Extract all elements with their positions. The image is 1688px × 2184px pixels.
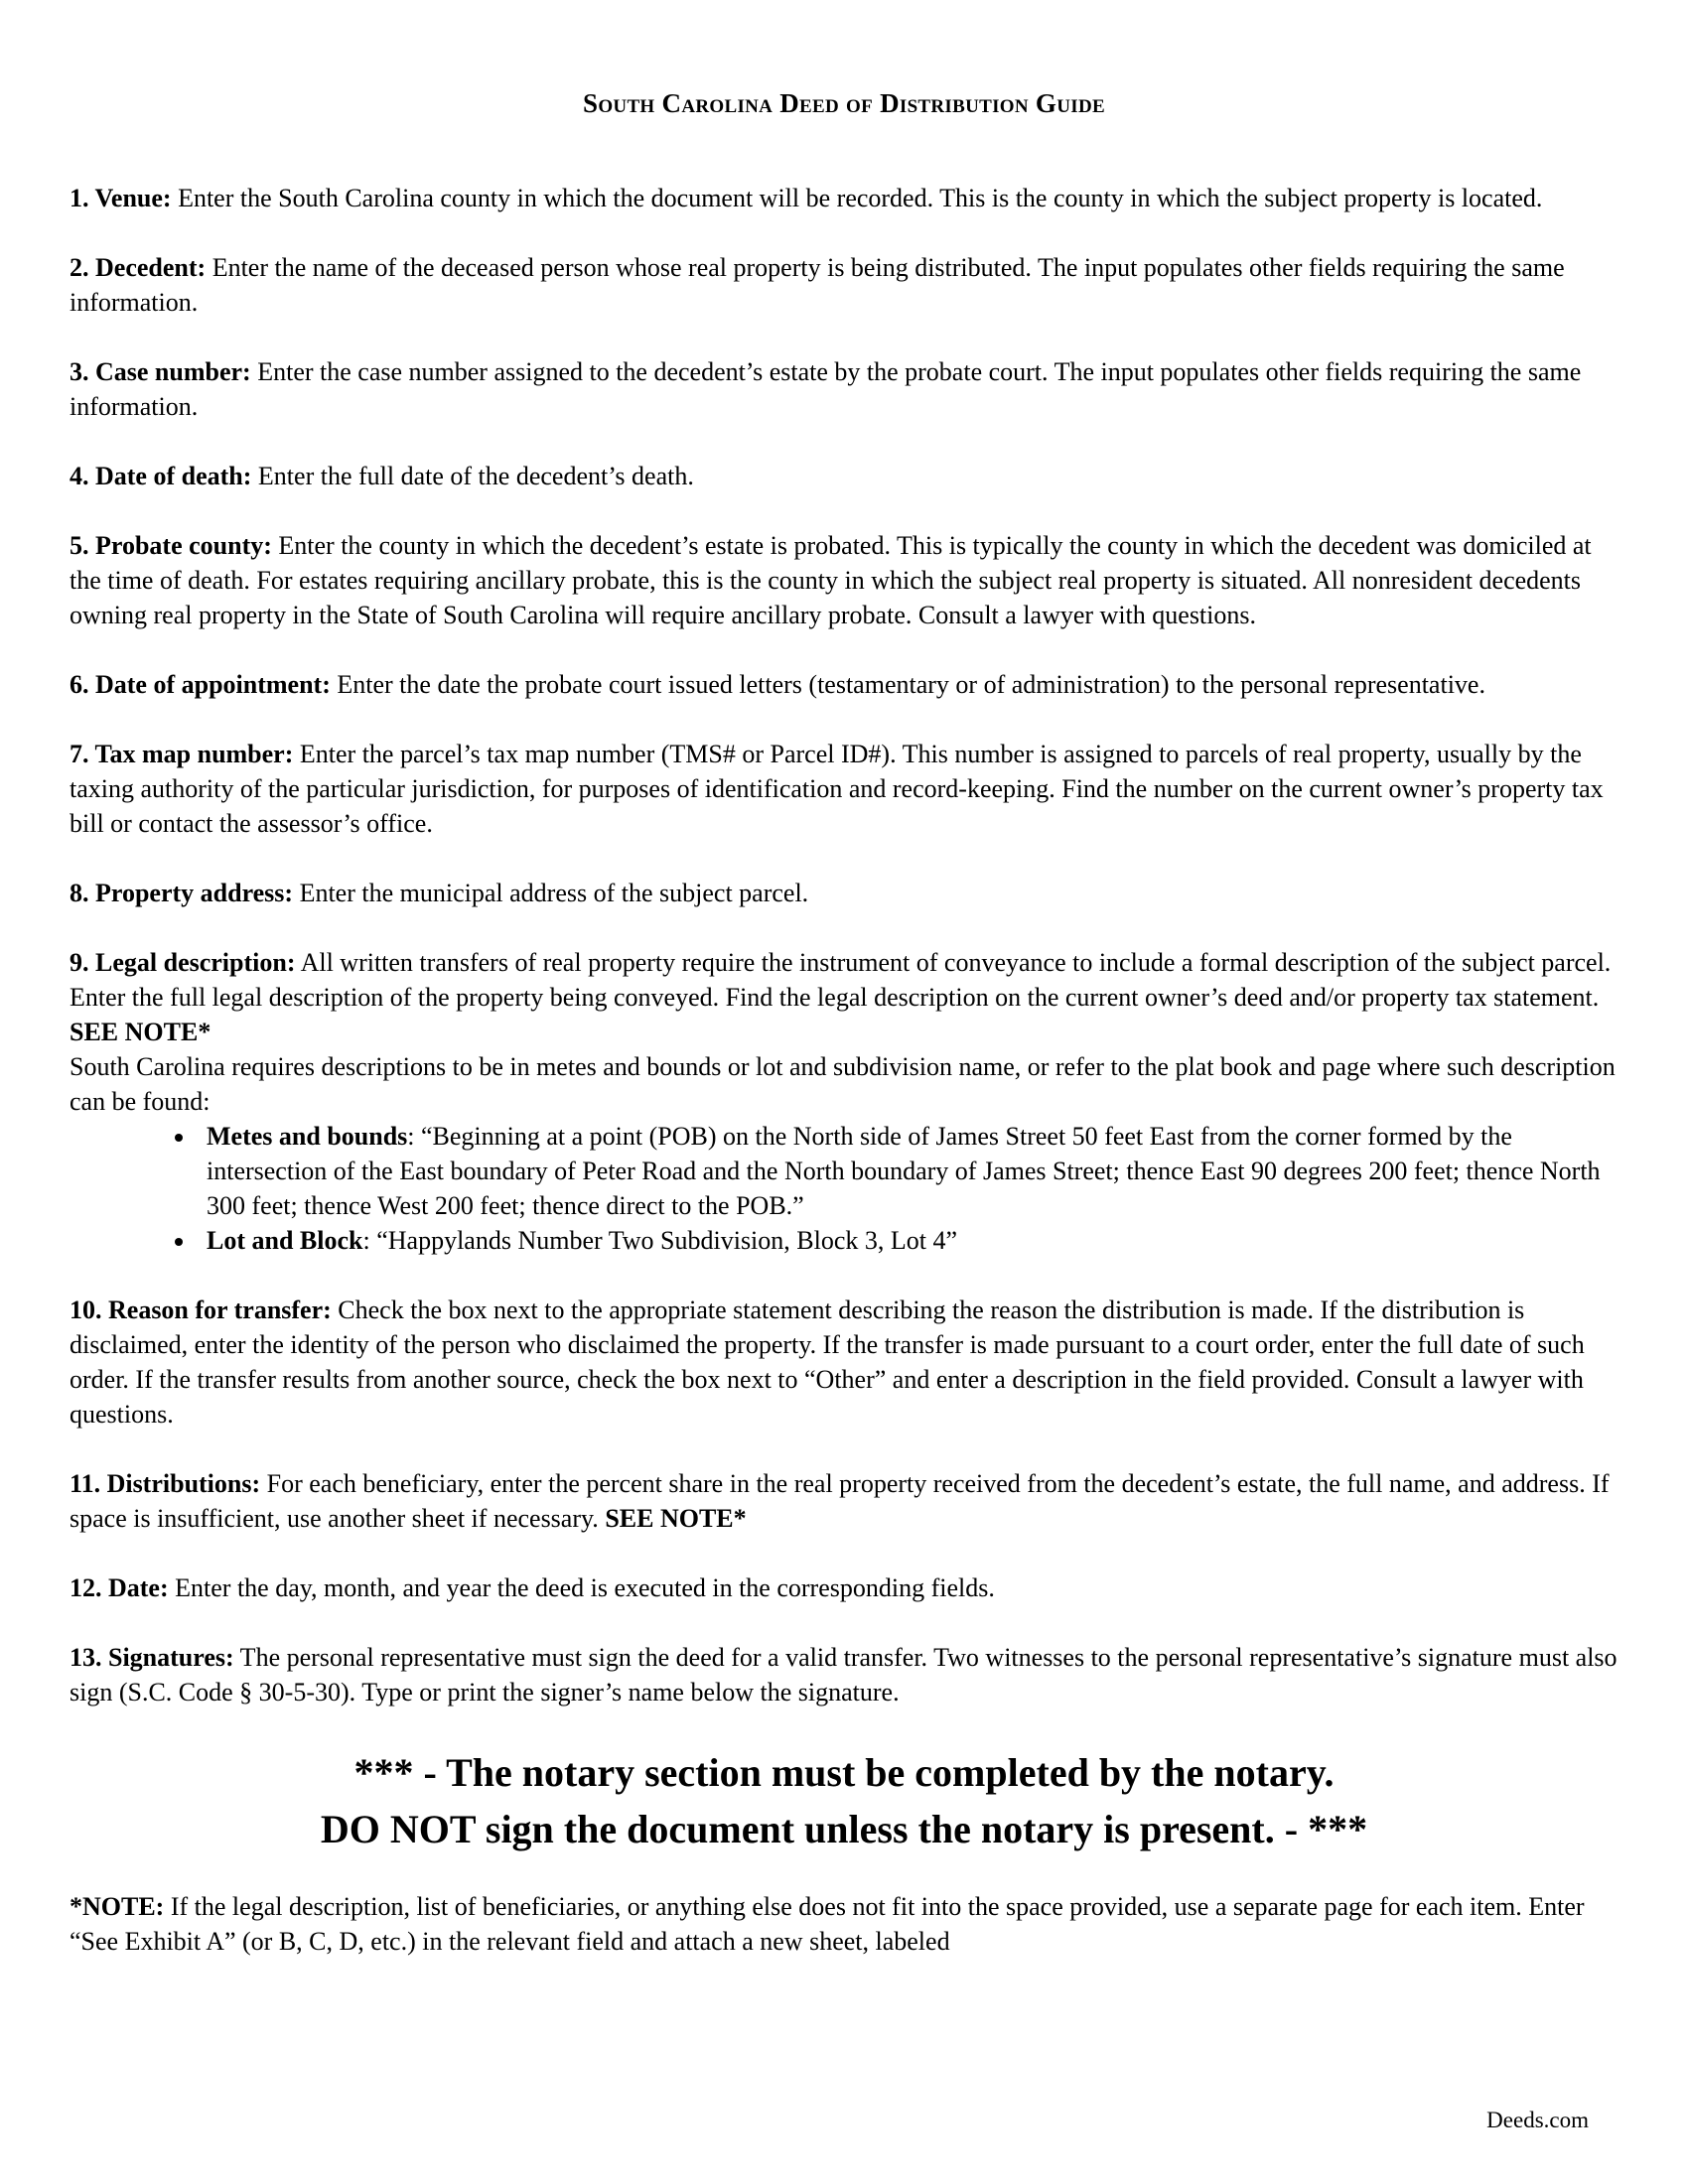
guide-item-probate-county [70, 528, 1618, 632]
item-label: 10. Reason for transfer: [70, 1296, 332, 1324]
item-label: 13. Signatures: [70, 1643, 234, 1672]
page-title: South Carolina Deed of Distribution Guide [583, 88, 1105, 118]
item-label: 4. Date of death: [70, 462, 252, 490]
bullet-label: Metes and bounds [207, 1122, 408, 1151]
item-text: Enter the name of the deceased person whose real property is being distributed. The input populates other fields requiring the same information. [70, 253, 1565, 317]
item-label: 5. Probate county: [70, 531, 272, 560]
bullet-text: : “Happylands Number Two Subdivision, Block 3, Lot 4” [362, 1226, 958, 1255]
guide-item-decedent [70, 250, 1618, 320]
item-text: The personal representative must sign the deed for a valid transfer. Two witnesses to the personal representative’s signature must also sign (S.C. Code § 30-5-30). Type or print the signer’s name below the signature. [70, 1643, 1618, 1706]
item-label: 2. Decedent: [70, 253, 207, 282]
item-text: Enter the South Carolina county in which the document will be recorded. This is the county in which the subject property is located. [171, 184, 1543, 212]
item-label: 12. Date: [70, 1573, 169, 1602]
item-label: 3. Case number: [70, 357, 251, 386]
item-text: Enter the county in which the decedent’s estate is probated. This is typically the county in which the decedent was domiciled at the time of death. For estates requiring ancillary probate, this is the county in which the subject real property is situated. All nonresident decedents owning real property in the State of South Carolina will require ancillary probate. Consult a lawyer with questions. [70, 531, 1592, 629]
item-text: For each beneficiary, enter the percent share in the real property received from the decedent’s estate, the full name, and address. If space is insufficient, use another sheet if necessary. [70, 1469, 1610, 1533]
footer-brand: Deeds.com [1486, 2108, 1589, 2132]
guide-item-property-address [70, 876, 1618, 910]
item-label: 6. Date of appointment: [70, 670, 331, 699]
notary-warning-line-1: *** - The notary section must be completed by the notary. [353, 1750, 1335, 1795]
item-label: 1. Venue: [70, 184, 172, 212]
guide-item-tax-map-number [70, 737, 1618, 841]
item-label: 8. Property address: [70, 879, 294, 907]
bullet-text: : “Beginning at a point (POB) on the North side of James Street 50 feet East from the corner formed by the intersection of the East boundary of Peter Road and the North boundary of James Street; thence East 90 degrees 200 feet; thence North 300 feet; thence West 200 feet; thence direct to the POB.” [207, 1122, 1601, 1220]
guide-item-distributions [70, 1466, 1618, 1536]
guide-item-date-of-death [70, 459, 1618, 493]
item-text: Enter the day, month, and year the deed is executed in the corresponding fields. [168, 1573, 995, 1602]
item-label: 7. Tax map number: [70, 740, 294, 768]
item-text: Enter the full date of the decedent’s death. [251, 462, 694, 490]
notary-warning-line-2: DO NOT sign the document unless the notary is present. - *** [320, 1807, 1368, 1851]
guide-item-venue [70, 181, 1618, 215]
legal-description-continuation: South Carolina requires descriptions to be in metes and bounds or lot and subdivision name, or refer to the plat book and page where such description can be found: [70, 1052, 1616, 1116]
footnote-label: *NOTE: [70, 1892, 165, 1921]
guide-item-date [70, 1570, 1618, 1605]
footnote-text: If the legal description, list of beneficiaries, or anything else does not fit into the space provided, use a separate page for each item. Enter “See Exhibit A” (or B, C, D, etc.) in the relevant field and attach a new sheet, labeled [70, 1892, 1585, 1956]
bullet-lot-and-block [197, 1223, 1618, 1258]
exhibit-footnote [70, 1889, 1618, 1959]
item-text: Enter the parcel’s tax map number (TMS# or Parcel ID#). This number is assigned to parcels of real property, usually by the taxing authority of the particular jurisdiction, for purposes of identification and record-keeping. Find the number on the current owner’s property tax bill or contact the assessor’s office. [70, 740, 1604, 838]
item-label: 11. Distributions: [70, 1469, 261, 1498]
item-text: Enter the date the probate court issued letters (testamentary or of administration) to the personal representative. [330, 670, 1485, 699]
bullet-metes-and-bounds [197, 1119, 1618, 1223]
item-text: Enter the case number assigned to the decedent’s estate by the probate court. The input populates other fields requiring the same information. [70, 357, 1582, 421]
guide-item-legal-description [70, 945, 1618, 1119]
guide-item-signatures [70, 1640, 1618, 1709]
see-note-ref: SEE NOTE* [70, 1018, 211, 1046]
item-text: All written transfers of real property require the instrument of conveyance to include a formal description of the subject parcel. Enter the full legal description of the property being conveyed. Find the legal description on the current owner’s deed and/or property tax statement. [70, 948, 1612, 1012]
see-note-ref: SEE NOTE* [605, 1504, 747, 1533]
notary-warning [70, 1744, 1618, 1857]
guide-item-case-number [70, 354, 1618, 424]
bullet-label: Lot and Block [207, 1226, 363, 1255]
item-text: Check the box next to the appropriate statement describing the reason the distribution is made. If the distribution is disclaimed, enter the identity of the person who disclaimed the property. If the transfer is made pursuant to a court order, enter the full date of such order. If the transfer results from another source, check the box next to “Other” and enter a description in the field provided. Consult a lawyer with questions. [70, 1296, 1585, 1429]
guide-item-date-of-appointment [70, 667, 1618, 702]
item-text: Enter the municipal address of the subject parcel. [293, 879, 809, 907]
item-label: 9. Legal description: [70, 948, 296, 977]
guide-item-reason-for-transfer [70, 1293, 1618, 1432]
legal-description-examples [70, 1119, 1618, 1258]
